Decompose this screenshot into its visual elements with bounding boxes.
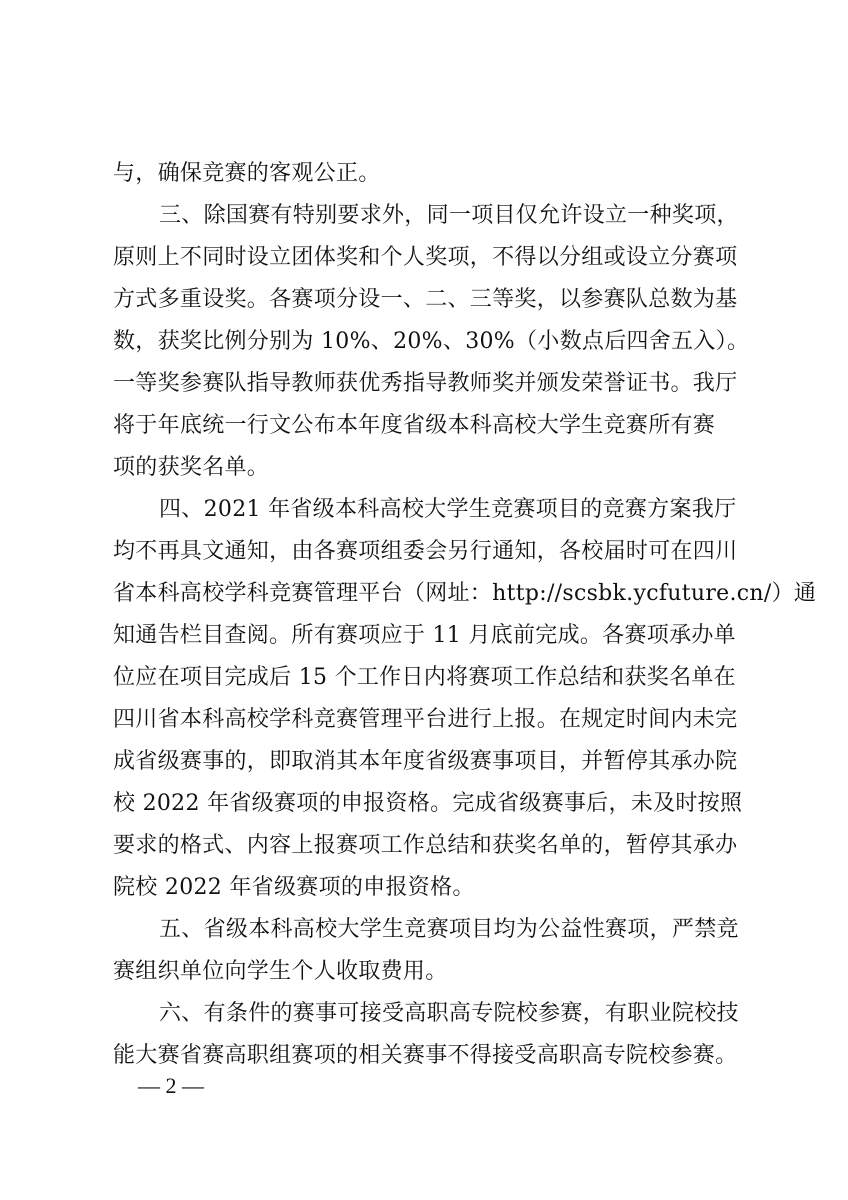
paragraph-6-line-2: 能大赛省赛高职组赛项的相关赛事不得接受高职高专院校参赛。 [113, 1043, 738, 1068]
paragraph-3-line-2: 原则上不同时设立团体奖和个人奖项，不得以分组或设立分赛项 [113, 245, 738, 270]
paragraph-3-line-4: 数，获奖比例分别为 10%、20%、30%（小数点后四舍五入）。 [113, 329, 750, 354]
paragraph-4-line-1: 四、2021 年省级本科高校大学生竞赛项目的竞赛方案我厅 [159, 497, 737, 522]
page-number: — 2 — [138, 1073, 204, 1098]
paragraph-5-line-1: 五、省级本科高校大学生竞赛项目均为公益性赛项，严禁竞 [159, 917, 739, 942]
paragraph-3-line-3: 方式多重设奖。各赛项分设一、二、三等奖，以参赛队总数为基 [113, 287, 738, 312]
paragraph-6-line-1: 六、有条件的赛事可接受高职高专院校参赛，有职业院校技 [159, 1001, 739, 1026]
paragraph-4-line-2: 均不再具文通知，由各赛项组委会另行通知，各校届时可在四川 [113, 539, 738, 564]
paragraph-3-line-6: 将于年底统一行文公布本年度省级本科高校大学生竞赛所有赛 [113, 413, 716, 438]
paragraph-2-line-1: 与，确保竞赛的客观公正。 [113, 161, 381, 186]
paragraph-3-line-7: 项的获奖名单。 [113, 455, 270, 480]
paragraph-4-line-6: 四川省本科高校学科竞赛管理平台进行上报。在规定时间内未完 [113, 707, 738, 732]
paragraph-3-line-1: 三、除国赛有特别要求外，同一项目仅允许设立一种奖项， [159, 203, 739, 228]
paragraph-5-line-2: 赛组织单位向学生个人收取费用。 [113, 959, 448, 984]
paragraph-4-line-7: 成省级赛事的，即取消其本年度省级赛事项目，并暂停其承办院 [113, 749, 738, 774]
paragraph-4-line-8: 校 2022 年省级赛项的申报资格。完成省级赛事后，未及时按照 [113, 791, 743, 816]
paragraph-4-line-9: 要求的格式、内容上报赛项工作总结和获奖名单的，暂停其承办 [113, 833, 738, 858]
paragraph-4-line-5: 位应在项目完成后 15 个工作日内将赛项工作总结和获奖名单在 [113, 665, 736, 690]
paragraph-4-line-4: 知通告栏目查阅。所有赛项应于 11 月底前完成。各赛项承办单 [113, 623, 736, 648]
paragraph-3-line-5: 一等奖参赛队指导教师获优秀指导教师奖并颁发荣誉证书。我厅 [113, 371, 738, 396]
paragraph-4-line-3: 省本科高校学科竞赛管理平台（网址：http://scsbk.ycfuture.cn/）通 [113, 581, 817, 606]
paragraph-4-line-10: 院校 2022 年省级赛项的申报资格。 [113, 875, 475, 900]
